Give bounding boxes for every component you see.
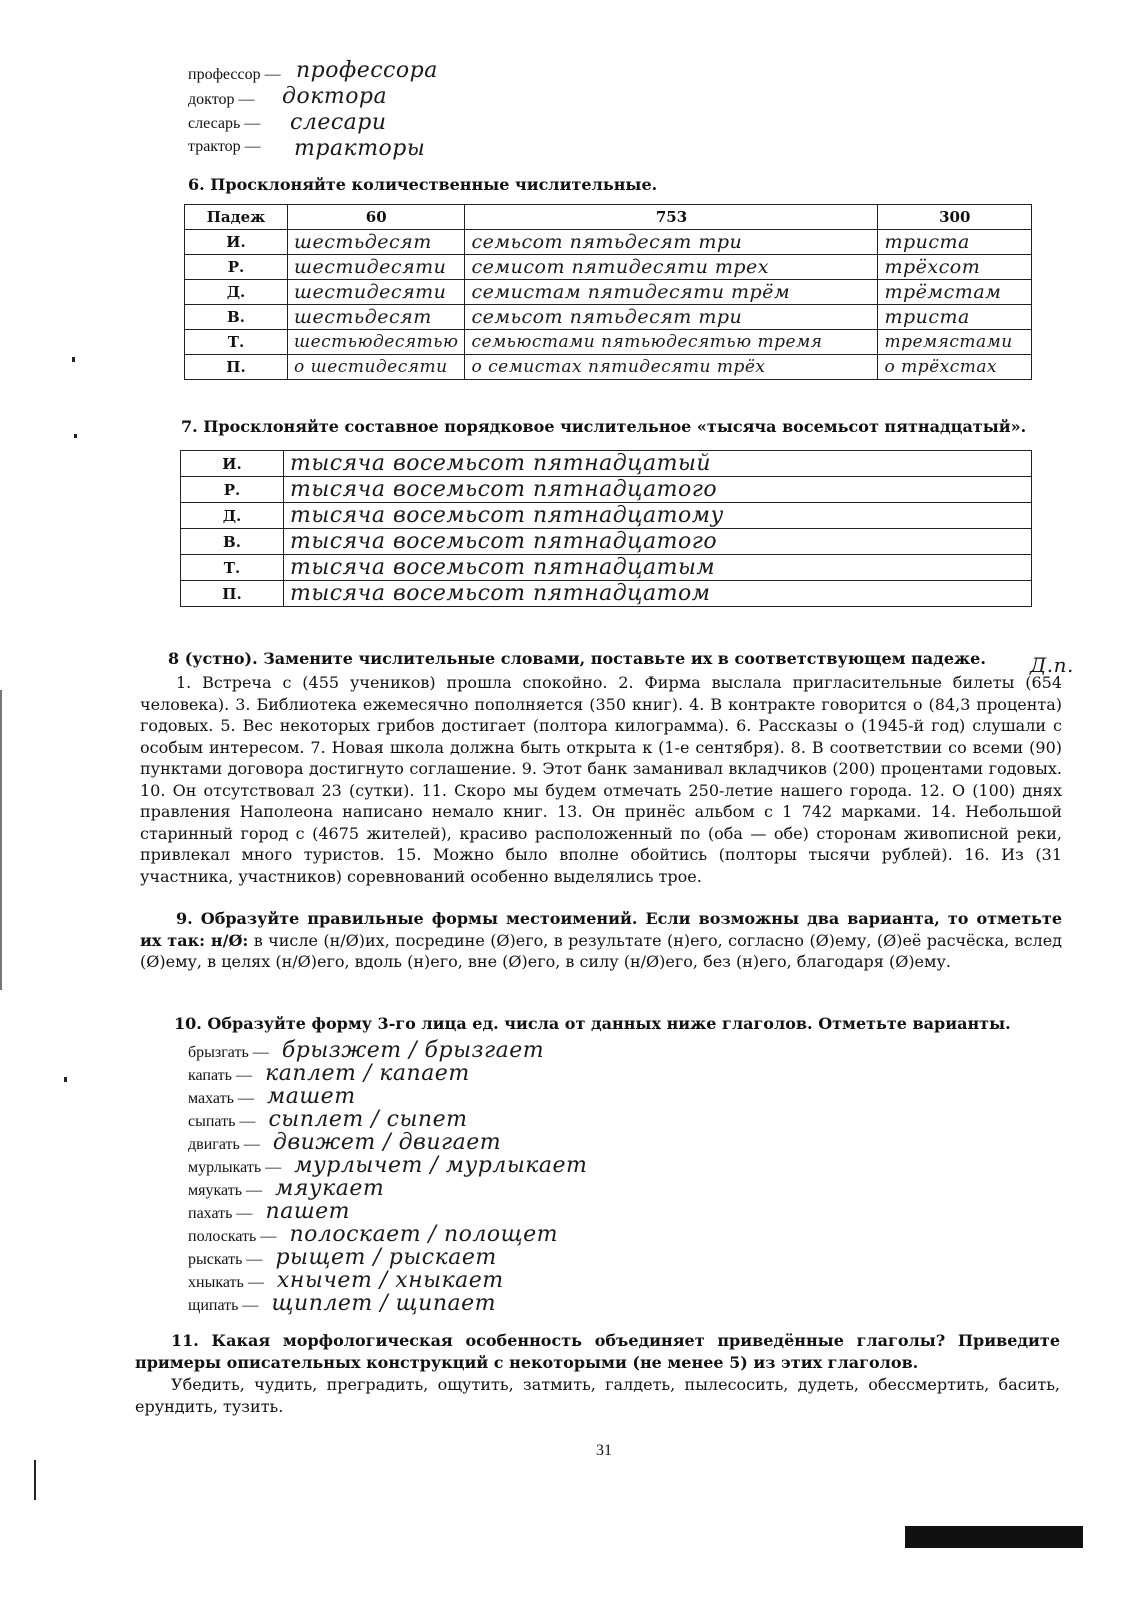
ex5-answer: профессора: [296, 58, 438, 83]
answer-cell: тысяча восемьсот пятнадцатым: [284, 555, 1032, 581]
page-number: 31: [596, 1442, 612, 1459]
ex6-title: 6. Просклоняйте количественные числительные.: [188, 175, 658, 194]
ex10-title: 10. Образуйте форму 3-го лица ед. числа от данных ниже глаголов. Отметьте варианты.: [174, 1014, 1011, 1033]
answer-cell: семьсот пятьдесят три: [465, 230, 878, 255]
ex10-row: [188, 1130, 501, 1155]
answer-cell: о трёхстах: [878, 355, 1032, 380]
answer-cell: шестьюдесятью: [288, 330, 465, 355]
verb-answer: полоскает / полощет: [289, 1222, 559, 1247]
ex10-row: [188, 1153, 587, 1178]
ex10-row: [188, 1038, 544, 1063]
answer-cell: шестидесяти: [288, 255, 465, 280]
verb-label: брызгать —: [188, 1044, 269, 1061]
case-cell: Д.: [185, 280, 288, 305]
case-cell: Д.: [181, 503, 284, 529]
scan-speck: [74, 434, 77, 438]
verb-label: пахать —: [188, 1205, 253, 1222]
case-cell: И.: [181, 451, 284, 477]
scan-speck: [64, 1077, 67, 1082]
ex7-title: 7. Просклоняйте составное порядковое числительное «тысяча восемьсот пятнадцатый».: [181, 417, 1027, 436]
verb-answer: хнычет / хныкает: [276, 1268, 504, 1293]
table-row: [185, 355, 1032, 380]
verb-label: махать —: [188, 1090, 254, 1107]
verb-label: полоскать —: [188, 1228, 277, 1245]
verb-answer: мурлычет / мурлыкает: [294, 1153, 588, 1178]
col-header: 300: [878, 205, 1032, 230]
verb-answer: движет / двигает: [272, 1130, 502, 1155]
table-row: [181, 529, 1032, 555]
table-header-row: [185, 205, 1032, 230]
answer-cell: тысяча восемьсот пятнадцатом: [284, 581, 1032, 607]
table-row: [181, 581, 1032, 607]
ex5-word: слесарь —: [188, 115, 261, 132]
verb-answer: мяукает: [275, 1176, 385, 1201]
ex8-text: 1. Встреча с (455 учеников) прошла спокойно. 2. Фирма выслала пригласительные билеты (654 человека). 3. Библиотека ежемесячно пополняется (350 книг). 4. В контракте говорится о (84,3 процента) годовых. 5. Вес некоторых грибов достигает (полтора килограмма). 6. Рассказы о (1945-й год) слушали с особым интересом. 7. Новая школа должна быть открыта к (1-е сентября). 8. В соответствии со всеми (90) пунктами договора достигнуто соглашение. 9. Этот банк заманивал вкладчиков (200) процентами годовых. 10. Он отсутствовал 23 (сутки). 11. Скоро мы будем отмечать 250-летие нашего города. 12. О (100) днях правления Наполеона написано немало книг. 13. Он принёс альбом с 1 742 марками. 14. Небольшой старинный город с (4675 жителей), красиво расположенный по (оба — обе) сторонам живописной реки, привлекал много туристов. 15. Можно было вполне обойтись (полторы тысячи рублей). 16. Из (31 участника, участников) соревнований особенно выделялись трое.: [140, 673, 1062, 886]
ex8-title: 8 (устно). Замените числительные словами, поставьте их в соответствующем падеже.: [168, 649, 986, 668]
ex7-table: [180, 450, 1032, 607]
col-header: Падеж: [185, 205, 288, 230]
ex5-answer: тракторы: [294, 136, 426, 161]
answer-cell: триста: [878, 230, 1032, 255]
table-row: [181, 555, 1032, 581]
verb-label: щипать —: [188, 1297, 259, 1314]
answer-cell: семьюстами пятьюдесятью тремя: [465, 330, 878, 355]
ex11-text: Убедить, чудить, преградить, ощутить, затмить, галдеть, пылесосить, дудеть, обессмертить, басить, ерундить, тузить.: [135, 1375, 1060, 1416]
ex5-word: профессор —: [188, 66, 281, 83]
answer-cell: о семистах пятидесяти трёх: [465, 355, 878, 380]
answer-cell: тысяча восемьсот пятнадцатому: [284, 503, 1032, 529]
case-cell: Т.: [181, 555, 284, 581]
case-cell: И.: [185, 230, 288, 255]
verb-label: мурлыкать —: [188, 1159, 282, 1176]
verb-answer: машет: [266, 1084, 356, 1109]
verb-answer: пашет: [265, 1199, 351, 1224]
case-cell: П.: [185, 355, 288, 380]
ex5-answer: слесари: [290, 110, 387, 135]
verb-answer: сыплет / сыпет: [268, 1107, 468, 1132]
col-header: 753: [465, 205, 878, 230]
table-row: [185, 255, 1032, 280]
answer-cell: шестьдесят: [288, 305, 465, 330]
answer-cell: шестьдесят: [288, 230, 465, 255]
table-row: [185, 230, 1032, 255]
case-cell: Р.: [181, 477, 284, 503]
handwritten-note: Д.п.: [1030, 653, 1074, 677]
ex6-table: [184, 204, 1032, 380]
ex5-word: доктор —: [188, 91, 255, 108]
table-row: [185, 330, 1032, 355]
answer-cell: семисот пятидесяти трех: [465, 255, 878, 280]
answer-cell: о шестидесяти: [288, 355, 465, 380]
case-cell: В.: [181, 529, 284, 555]
ex5-answer: доктора: [282, 84, 388, 109]
table-row: [185, 305, 1032, 330]
answer-cell: трёхсот: [878, 255, 1032, 280]
scan-edge-line: [34, 1460, 36, 1500]
verb-answer: брызжет / брызгает: [281, 1038, 545, 1063]
answer-cell: трёмстам: [878, 280, 1032, 305]
case-cell: Т.: [185, 330, 288, 355]
ex10-row: [188, 1061, 470, 1086]
answer-cell: шестидесяти: [288, 280, 465, 305]
verb-label: сыпать —: [188, 1113, 256, 1130]
ex10-row: [188, 1107, 467, 1132]
ex10-row: [188, 1176, 384, 1201]
verb-answer: рыщет / рыскает: [275, 1245, 497, 1270]
answer-cell: тремястами: [878, 330, 1032, 355]
verb-label: капать —: [188, 1067, 252, 1084]
col-header: 60: [288, 205, 465, 230]
ex10-row: [188, 1245, 497, 1270]
ex10-row: [188, 1199, 350, 1224]
ex9-title: 9. Образуйте правильные формы местоимений. Если возможны два варианта, то отметьте их так: н/Ø:: [140, 909, 1062, 950]
table-row: [181, 477, 1032, 503]
ex5-word: трактор —: [188, 138, 261, 155]
ex10-row: [188, 1222, 558, 1247]
case-cell: В.: [185, 305, 288, 330]
answer-cell: тысяча восемьсот пятнадцатого: [284, 529, 1032, 555]
answer-cell: семьсот пятьдесят три: [465, 305, 878, 330]
verb-label: хныкать —: [188, 1274, 264, 1291]
ex10-row: [188, 1084, 356, 1109]
table-row: [185, 280, 1032, 305]
verb-answer: щиплет / щипает: [271, 1291, 497, 1316]
ex10-row: [188, 1268, 504, 1293]
answer-cell: тысяча восемьсот пятнадцатого: [284, 477, 1032, 503]
scan-speck: [72, 357, 75, 362]
case-cell: Р.: [185, 255, 288, 280]
ex11-title: 11. Какая морфологическая особенность объединяет приведённые глаголы? Приведите примеры описательных конструкций с некоторыми (не менее 5) из этих глаголов.: [135, 1331, 1060, 1372]
scan-edge-line: [0, 690, 2, 990]
answer-cell: триста: [878, 305, 1032, 330]
verb-label: мяукать —: [188, 1182, 262, 1199]
case-cell: П.: [181, 581, 284, 607]
ex10-row: [188, 1291, 496, 1316]
answer-cell: семистам пятидесяти трём: [465, 280, 878, 305]
verb-label: двигать —: [188, 1136, 260, 1153]
ex9-block: [140, 908, 1062, 973]
table-row: [181, 503, 1032, 529]
verb-answer: каплет / капает: [265, 1061, 470, 1086]
scan-dark-bar: [905, 1526, 1083, 1548]
verb-label: рыскать —: [188, 1251, 263, 1268]
ex9-text: в числе (н/Ø)их, посредине (Ø)его, в результате (н)его, согласно (Ø)ему, (Ø)её расчёска, вслед (Ø)ему, в целях (н/Ø)его, вдоль (н)его, вне (Ø)его, в силу (н/Ø)его, без (н)его, благодаря (Ø)ему.: [140, 930, 1063, 971]
table-row: [181, 451, 1032, 477]
answer-cell: тысяча восемьсот пятнадцатый: [284, 451, 1032, 477]
